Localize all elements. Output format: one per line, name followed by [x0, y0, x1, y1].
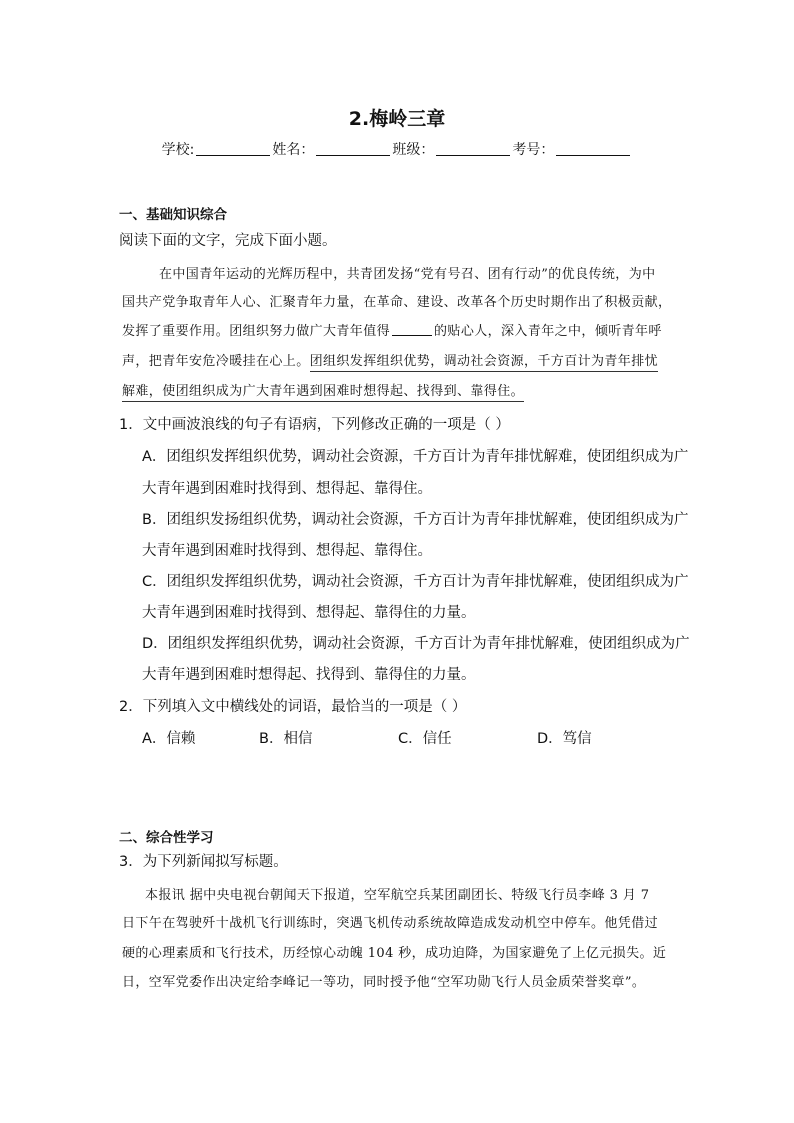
section1-intro: 阅读下面的文字，完成下面小题。	[119, 233, 337, 249]
q2-option-a: A．信赖	[142, 731, 196, 747]
student-info-line	[0, 139, 794, 159]
news-line: 日下午在驾驶歼十战机飞行训练时，突遇飞机传动系统故障造成发动机空中停车。他凭借过	[122, 916, 659, 931]
section2-heading: 二、综合性学习	[119, 830, 214, 846]
class-label: 班级：	[392, 142, 435, 158]
q1-option-b-cont: 大青年遇到困难时找得到、想得起、靠得住。	[142, 543, 432, 559]
q2-option-d: D．笃信	[537, 731, 592, 747]
news-line: 日，空军党委作出决定给李峰记一等功，同时授予他“空军功勋飞行人员金质荣誉奖章”。	[122, 975, 646, 990]
q2-option-c: C．信任	[398, 731, 452, 747]
passage-text: 的贴心人，深入青年之中，倾听青年呼	[434, 324, 662, 339]
q1-option-a-cont: 大青年遇到困难时找得到、想得起、靠得住。	[142, 481, 432, 497]
q1-option-b: B．团组织发扬组织优势，调动社会资源，千方百计为青年排忧解难，使团组织成为广	[142, 512, 689, 528]
name-label: 姓名：	[272, 142, 315, 158]
q1-option-c: C．团组织发挥组织优势，调动社会资源，千方百计为青年排忧解难，使团组织成为广	[142, 574, 689, 590]
question-1-stem: 1．文中画波浪线的句子有语病，下列修改正确的一项是（ ）	[119, 417, 510, 433]
question-2-stem: 2．下列填入文中横线处的词语，最恰当的一项是（ ）	[119, 699, 467, 715]
document-title: 2.梅岭三章	[348, 108, 446, 130]
school-label: 学校:	[161, 142, 195, 158]
question-3-stem: 3．为下列新闻拟写标题。	[119, 854, 288, 870]
name-blank[interactable]	[316, 141, 390, 156]
passage-line: 在中国青年运动的光辉历程中，共青团发扬“党有号召、团有行动”的优良传统，为中	[159, 267, 656, 282]
q2-option-b: B．相信	[259, 731, 313, 747]
q1-option-c-cont: 大青年遇到困难时找得到、想得起、靠得住的力量。	[142, 605, 476, 621]
news-line: 本报讯 据中央电视台朝闻天下报道，空军航空兵某团副团长、特级飞行员李峰 3 月 7	[145, 888, 650, 903]
q1-option-a: A．团组织发挥组织优势，调动社会资源，千方百计为青年排忧解难，使团组织成为广	[142, 449, 689, 465]
q1-option-d-cont: 大青年遇到困难时想得起、找得到、靠得住的力量。	[142, 667, 476, 683]
news-line: 硬的心理素质和飞行技术，历经惊心动魄 104 秒，成功迫降，为国家避免了上亿元损失。近	[122, 946, 667, 961]
wavy-underlined-sentence: 解难，使团组织成为广大青年遇到困难时想得起、找得到、靠得住。	[122, 384, 524, 402]
q1-option-d: D．团组织发挥组织优势，调动社会资源，千方百计为青年排忧解难，使团组织成为广	[142, 636, 690, 652]
passage-line	[122, 320, 662, 339]
wavy-underlined-sentence: 团组织发挥组织优势，调动社会资源，千方百计为青年排忧	[310, 354, 658, 372]
passage-line	[122, 380, 524, 399]
passage-line: 国共产党争取青年人心、汇聚青年力量，在革命、建设、改革各个历史时期作出了积极贡献，	[122, 295, 672, 310]
number-blank[interactable]	[556, 141, 630, 156]
section1-heading: 一、基础知识综合	[119, 207, 227, 223]
passage-text: 发挥了重要作用。团组织努力做广大青年值得	[122, 324, 391, 339]
number-label: 考号：	[512, 142, 555, 158]
class-blank[interactable]	[436, 141, 510, 156]
school-blank[interactable]	[196, 141, 270, 156]
passage-text: 声，把青年安危冷暖挂在心上。	[122, 354, 310, 369]
passage-fill-blank	[392, 323, 432, 336]
passage-line	[122, 350, 658, 369]
